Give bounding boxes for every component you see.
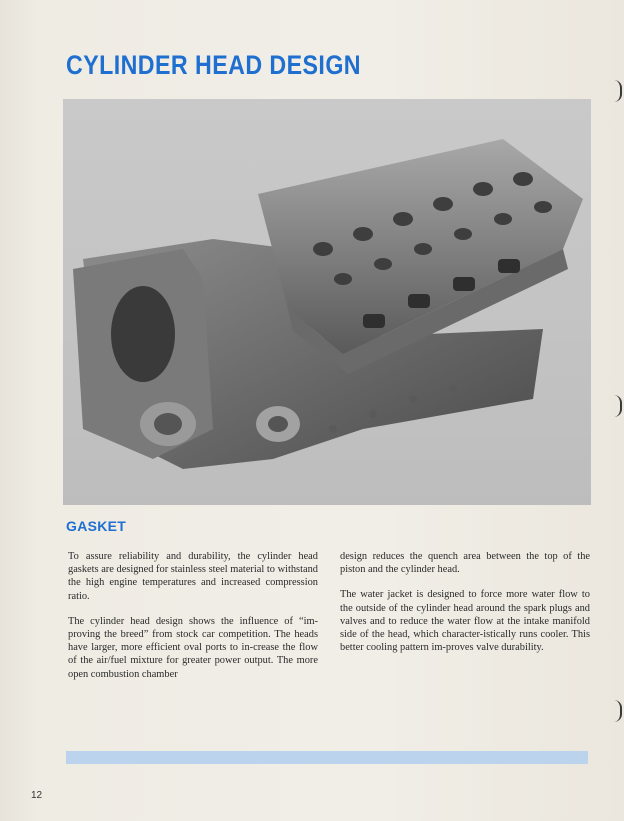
- footer-color-bar: [66, 751, 588, 764]
- right-column: [340, 550, 590, 666]
- left-column: [68, 550, 318, 693]
- section-heading: GASKET: [66, 518, 127, 534]
- page-title: CYLINDER HEAD DESIGN: [66, 50, 362, 80]
- paragraph: To assure reliability and durability, the cylinder head gaskets are designed for stainless steel material to withstand the high engine temperatures and increased compression ratio.: [68, 551, 318, 602]
- paragraph: The cylinder head design shows the influence of “im-proving the breed” from stock car competition. The heads have larger, more efficient oval ports to in-crease the flow of the air/fuel mixture for greater power output. The more open combustion chamber: [68, 615, 318, 680]
- engine-block-photo: [63, 99, 591, 505]
- paragraph: The water jacket is designed to force more water flow to the outside of the cylinder head around the spark plugs and valves and to reduce the water flow at the intake manifold side of the head, which character-istically runs cooler. This better cooling pattern im-proves valve durability.: [340, 589, 590, 654]
- page-number: 12: [31, 790, 43, 801]
- paragraph: design reduces the quench area between the top of the piston and the cylinder head.: [340, 551, 590, 576]
